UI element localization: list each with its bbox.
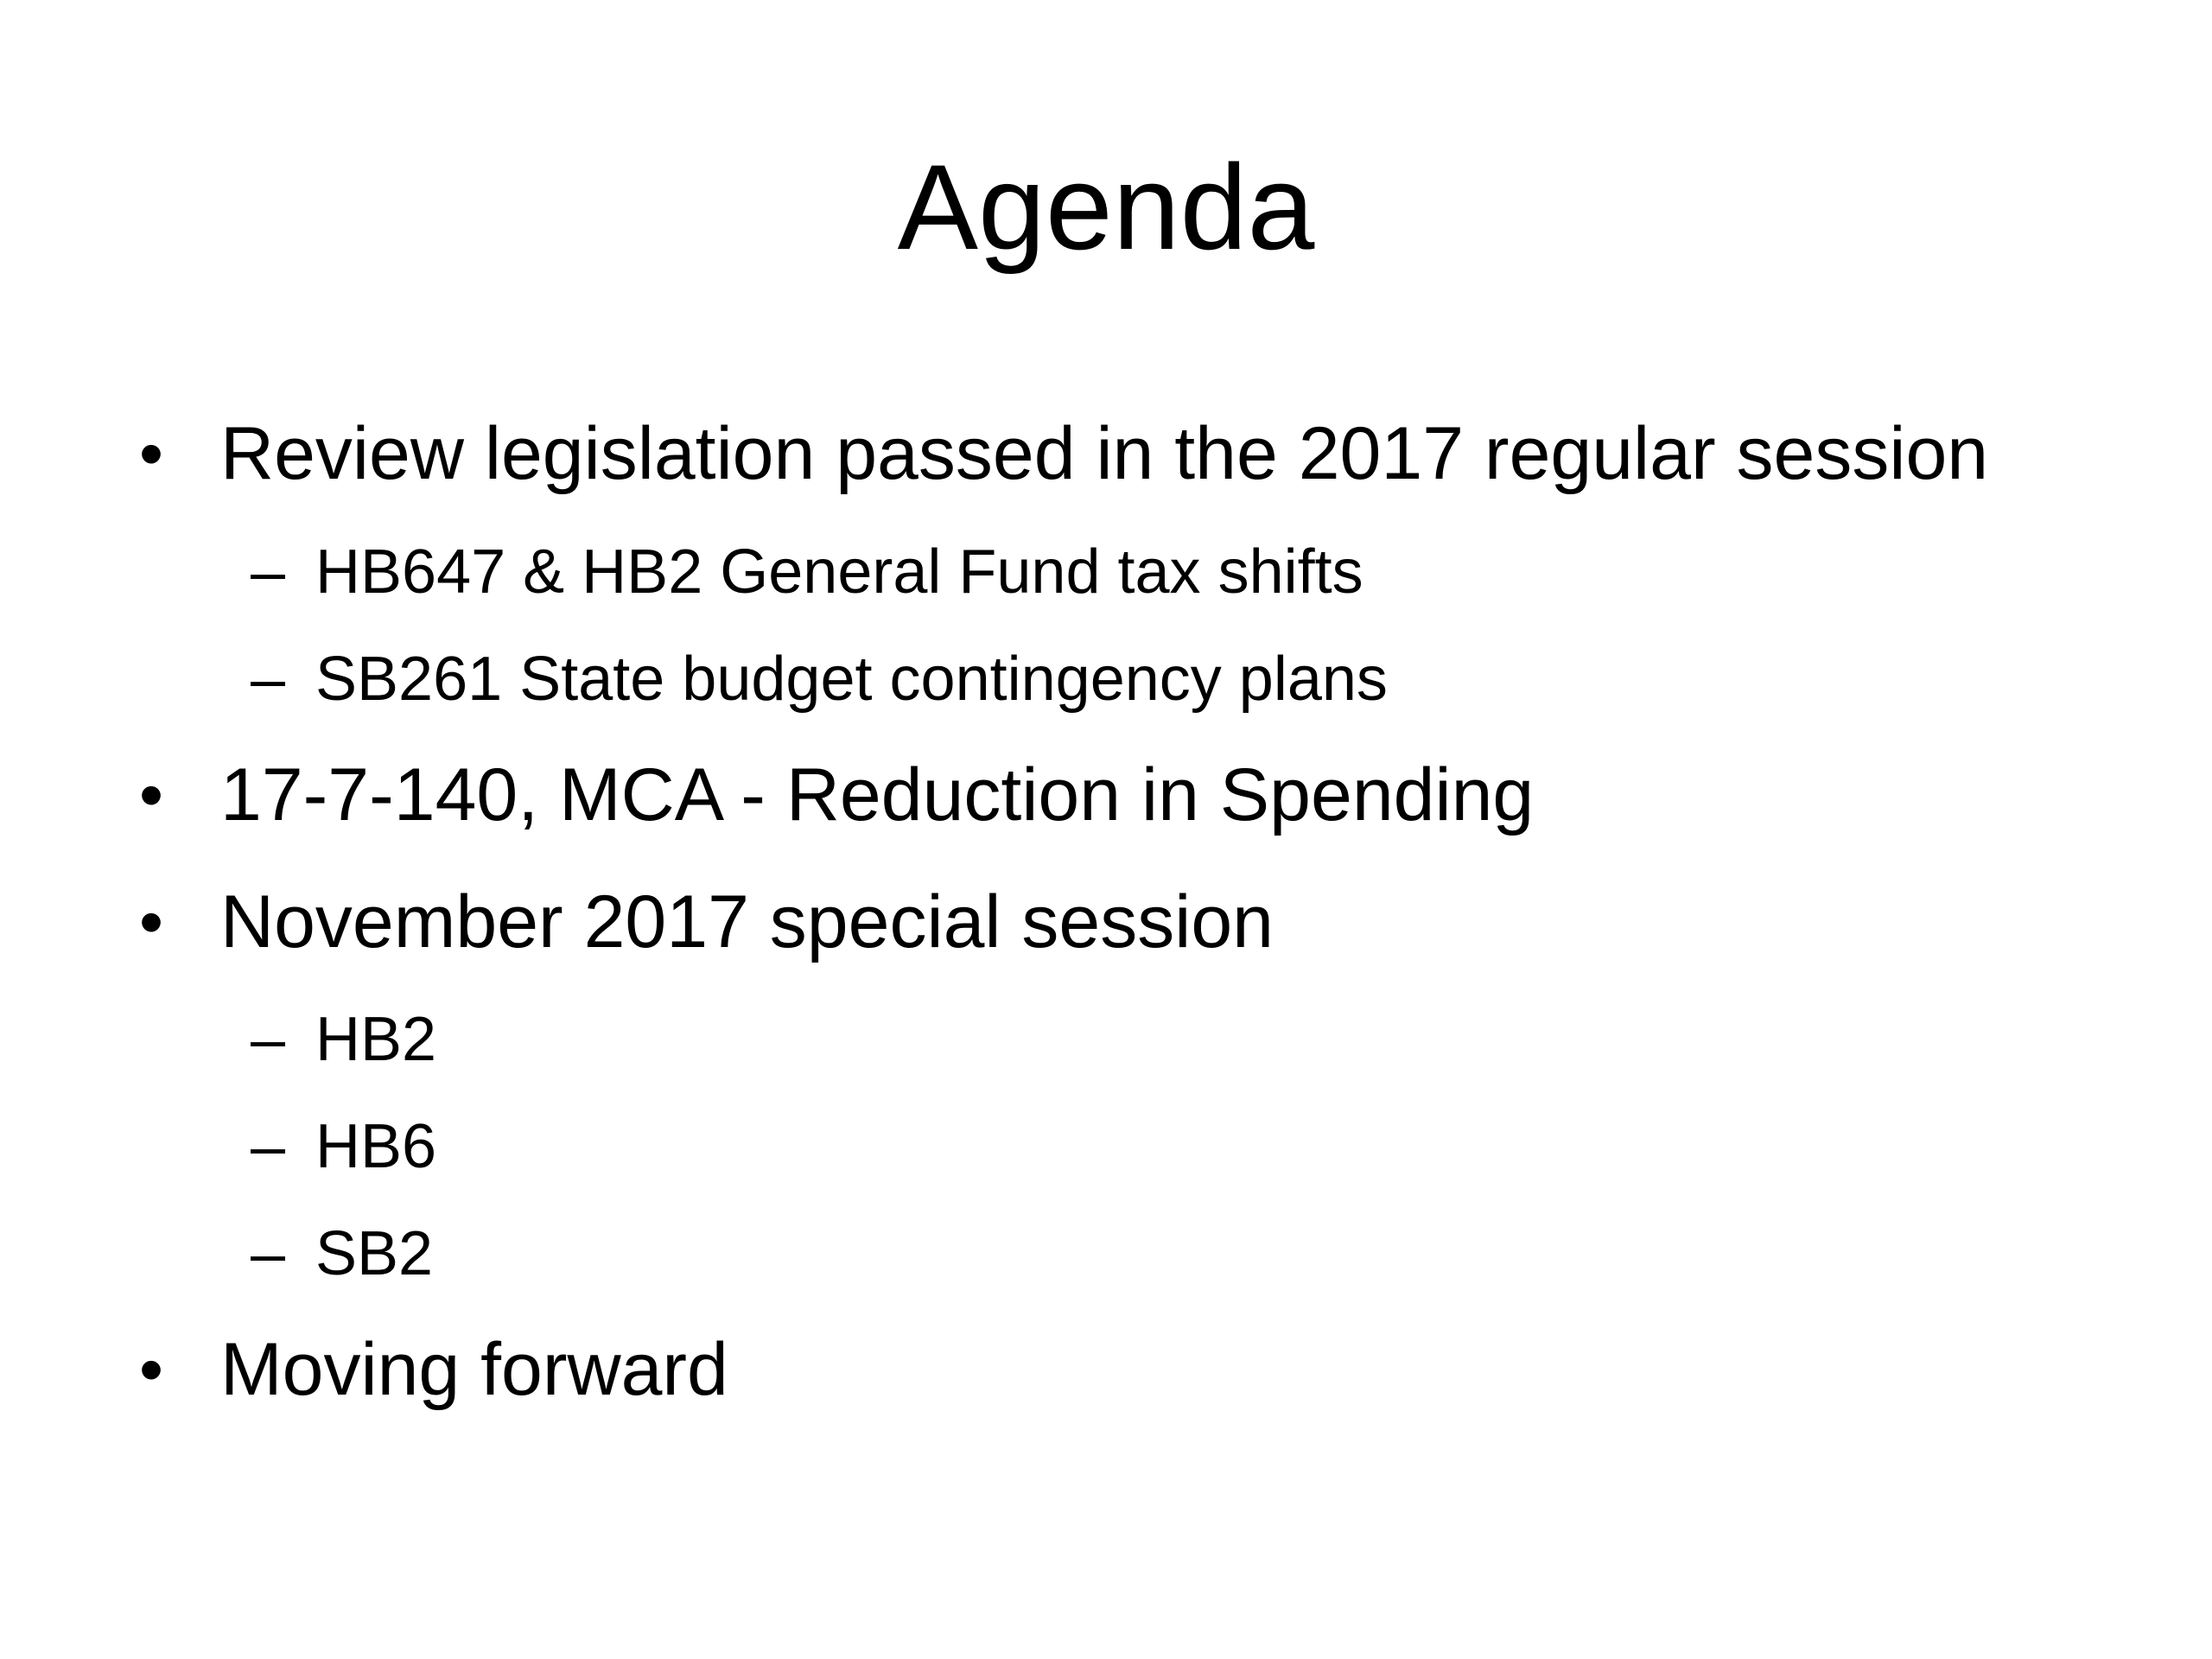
sub-bullet-text: HB2	[315, 1005, 437, 1074]
bullet-icon: •	[138, 415, 163, 492]
sub-bullet-text: HB647 & HB2 General Fund tax shifts	[315, 537, 1363, 607]
sub-bullet-text: HB6	[315, 1112, 437, 1181]
bullet-text: November 2017 special session	[220, 880, 1274, 963]
dash-icon: –	[250, 1005, 286, 1074]
bullet-text: 17-7-140, MCA - Reduction in Spending	[220, 753, 1535, 836]
bullet-icon: •	[138, 756, 163, 833]
dash-icon: –	[250, 537, 286, 607]
dash-icon: –	[250, 1112, 286, 1181]
slide-title: Agenda	[897, 139, 1315, 275]
bullet-icon: •	[138, 1331, 163, 1408]
sub-bullet-text: SB2	[315, 1219, 434, 1288]
dash-icon: –	[250, 645, 286, 714]
dash-icon: –	[250, 1219, 286, 1288]
bullet-icon: •	[138, 883, 163, 960]
bullet-text: Review legislation passed in the 2017 regular session	[220, 412, 1989, 495]
bullet-text: Moving forward	[220, 1328, 728, 1411]
sub-bullet-text: SB261 State budget contingency plans	[315, 645, 1388, 714]
